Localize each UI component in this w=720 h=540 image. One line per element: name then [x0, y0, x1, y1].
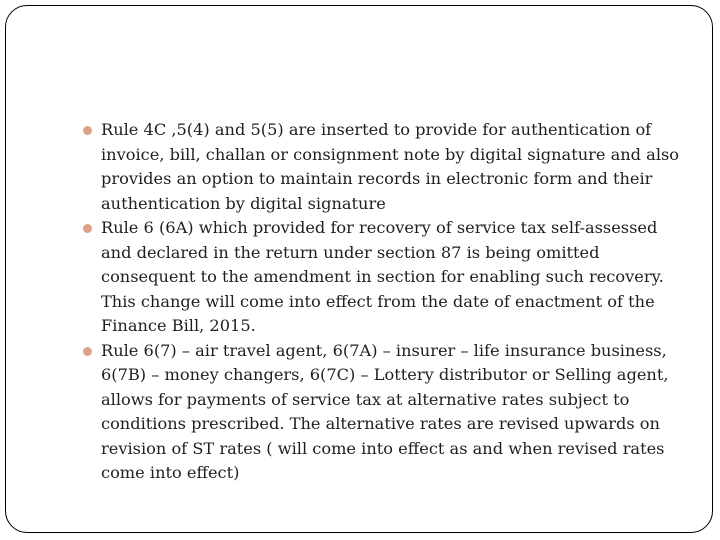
bullet-item: [83, 118, 683, 216]
bullet-dot-icon: [83, 224, 92, 233]
bullet-list: [83, 118, 683, 486]
bullet-item: [83, 339, 683, 486]
bullet-text: Rule 6 (6A) which provided for recovery of service tax self-assessed and declared in the return under section 87 is being omitted consequent to the amendment in section for enabling such recovery. This change will come into effect from the date of enactment of the Finance Bill, 2015.: [101, 218, 664, 335]
bullet-text: Rule 4C ,5(4) and 5(5) are inserted to provide for authentication of invoice, bill, challan or consignment note by digital signature and also provides an option to maintain records in electronic form and their authentication by digital signature: [101, 120, 680, 213]
bullet-dot-icon: [83, 126, 92, 135]
bullet-item: [83, 216, 683, 339]
bullet-dot-icon: [83, 347, 92, 356]
bullet-text: Rule 6(7) – air travel agent, 6(7A) – insurer – life insurance business, 6(7B) – money changers, 6(7C) – Lottery distributor or Selling agent, allows for payments of service tax at alternative rates subject to conditions prescribed. The alternative rates are revised upwards on revision of ST rates ( will come into effect as and when revised rates come into effect): [101, 340, 669, 482]
